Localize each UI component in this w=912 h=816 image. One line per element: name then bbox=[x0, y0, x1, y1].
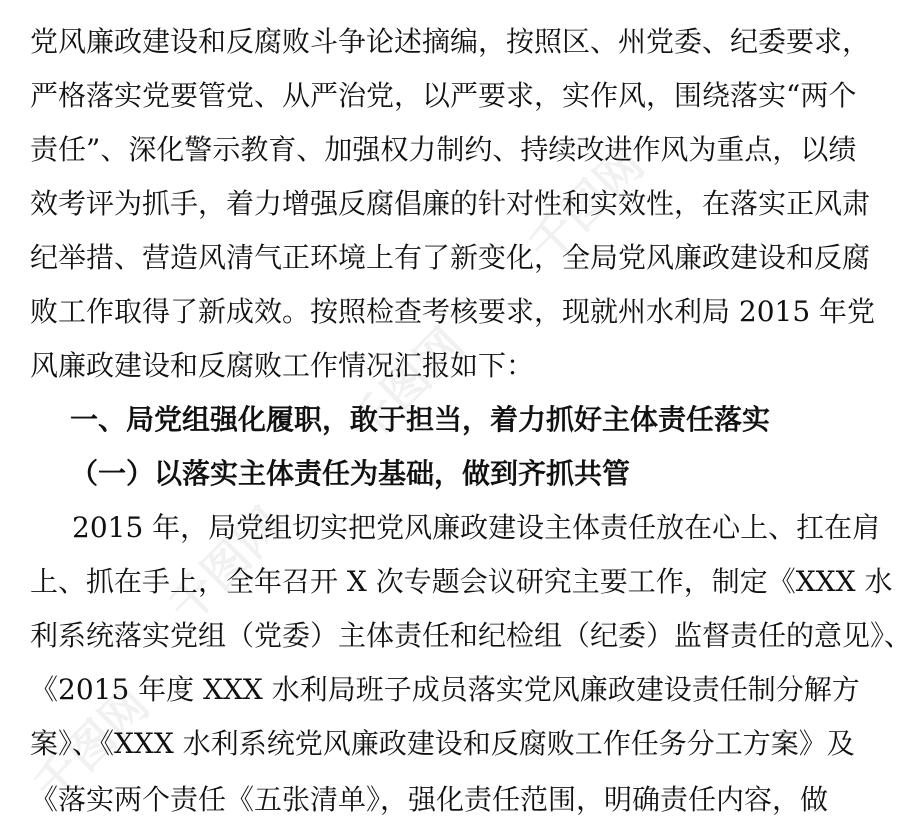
body-line: 2015 年，局党组切实把党风廉政建设主体责任放在心上、扛在肩 bbox=[72, 511, 881, 544]
watermark-text: 千图网 bbox=[518, 137, 655, 274]
watermark-text: 千图网 bbox=[338, 317, 475, 454]
section-heading: 一、局党组强化履职，敢于担当，着力抓好主体责任落实 bbox=[70, 403, 771, 436]
watermark-text: 千图网 bbox=[23, 677, 160, 814]
body-line: 责任”、深化警示教育、加强权力制约、持续改进作风为重点，以绩 bbox=[30, 133, 857, 166]
watermark-text: 千图网 bbox=[158, 497, 295, 634]
body-line: 纪举措、营造风清气正环境上有了新变化，全局党风廉政建设和反腐 bbox=[30, 241, 871, 274]
body-line: 《2015 年度 XXX 水利局班子成员落实党风廉政建设责任制分解方 bbox=[30, 673, 860, 706]
body-line: 党风廉政建设和反腐败斗争论述摘编，按照区、州党委、纪委要求， bbox=[30, 25, 871, 58]
body-line: 利系统落实党组（党委）主体责任和纪检组（纪委）监督责任的意见》、 bbox=[30, 619, 912, 652]
body-line: 案》、《XXX 水利系统党风廉政建设和反腐败工作任务分工方案》及 bbox=[30, 727, 855, 760]
subsection-heading: （一）以落实主体责任为基础，做到齐抓共管 bbox=[70, 457, 631, 490]
body-line: 败工作取得了新成效。按照检查考核要求，现就州水利局 2015 年党 bbox=[30, 295, 876, 328]
body-line: 严格落实党要管党、从严治党，以严要求，实作风，围绕落实“两个 bbox=[30, 79, 857, 112]
body-line: 效考评为抓手，着力增强反腐倡廉的针对性和实效性，在落实正风肃 bbox=[30, 187, 871, 220]
body-line: 上、抓在手上，全年召开 X 次专题会议研究主要工作，制定《XXX 水 bbox=[30, 565, 893, 598]
body-line-partial: 《落实两个责任《五张清单》，强化责任范围，明确责任内容，做 bbox=[30, 783, 829, 816]
body-line: 风廉政建设和反腐败工作情况汇报如下： bbox=[30, 349, 535, 382]
